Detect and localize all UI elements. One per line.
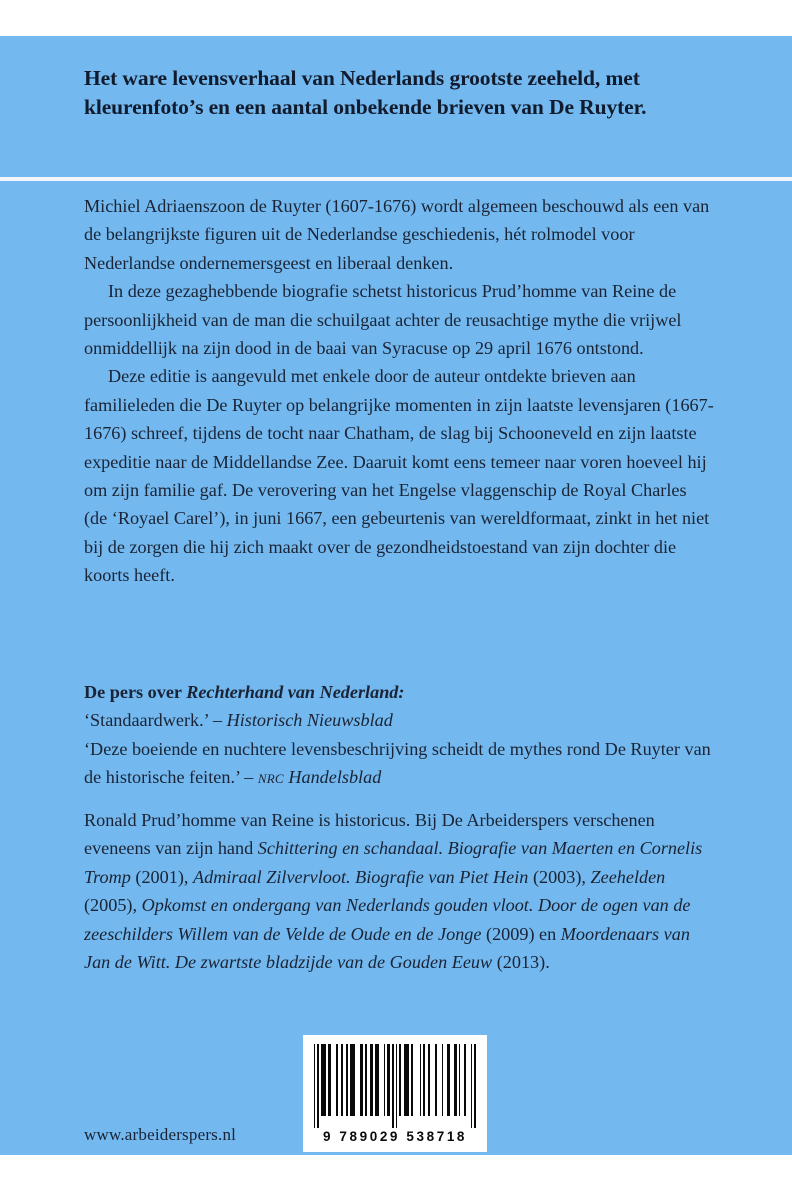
author-bio-work-title-1: Schittering en schandaal. Biografie van Maerten en Cornelis Tromp (84, 838, 703, 887)
author-bio (84, 806, 720, 976)
author-bio-work-title-5: Moordenaars van Jan de Witt. De zwartste bladzijde van de Gouden Eeuw (84, 923, 690, 973)
publisher-website-url[interactable]: www.arbeiderspers.nl (84, 1125, 237, 1144)
barcode-digits: 9 789029 538718 (322, 1129, 468, 1144)
headline-line-2: kleurenfoto’s en een aantal onbekende brieven van De Ruyter. (84, 95, 647, 119)
press-heading (84, 678, 714, 706)
press-quote-2-source-smallcaps: nrc (257, 767, 284, 788)
author-bio-work-year-1: (2001), (130, 866, 193, 887)
author-bio-intro: Ronald Prud’homme van Reine is historicus. Bij De Arbeiderspers verschenen eveneens van zijn hand (84, 810, 655, 859)
blurb-paragraph-3: Deze editie is aangevuld met enkele door de auteur ontdekte brieven aan familieleden die De Ruyter op belangrijke momenten in zijn laatste levensjaren (1667-1676) schreef, tijdens de tocht naar Chatham, de slag bij Schooneveld en zijn laatste expeditie naar de Middellandse Zee. Daaruit komt eens temeer naar voren hoeveel hij om zijn familie gaf. De verovering van het Engelse vlaggenschip de Royal Charles (de ‘Royael Carel’), in juni 1667, een gebeurtenis van wereldformaat, zinkt in het niet bij de zorgen die hij zich maakt over de gezondheidstoestand van zijn dochter die koorts heeft. (84, 366, 714, 586)
author-bio-work-year-3: (2005), (84, 895, 142, 916)
author-bio-work-year-5: (2013). (492, 952, 550, 973)
author-bio-work-year-2: (2003), (528, 866, 591, 887)
press-quote-1 (84, 706, 714, 734)
author-bio-work-title-3: Zeehelden (590, 866, 666, 887)
author-bio-work-year-4: (2009) en (481, 923, 561, 944)
press-quotes-section (84, 678, 714, 792)
cover-body-column (84, 36, 714, 1155)
blurb-paragraph-1: Michiel Adriaenszoon de Ruyter (1607-1676) wordt algemeen beschouwd als een van de belangrijkste figuren uit de Nederlandse geschiedenis, hét rolmodel voor Nederlandse ondernemersgeest en liberaal denken. (84, 196, 710, 273)
press-heading-prefix: De pers over (84, 682, 187, 702)
author-bio-work-title-2: Admiraal Zilvervloot. Biografie van Piet Hein (192, 866, 529, 887)
blurb-paragraph-2: In deze gezaghebbende biografie schetst historicus Prud’homme van Reine de persoonlijkheid van de man die schuilgaat achter de reusachtige mythe die vrijwel onmiddellijk na zijn dood in de baai van Syracuse op 29 april 1676 ontstond. (84, 281, 682, 359)
cover-blue-panel (0, 36, 792, 1155)
blurb (84, 192, 714, 590)
press-heading-work-title: Rechterhand van Nederland: (186, 682, 405, 702)
press-quote-2-source: Handelsblad (283, 767, 382, 788)
headline-line-1: Het ware levensverhaal van Nederlands grootste zeeheld, met (84, 66, 640, 90)
isbn-barcode (303, 1035, 487, 1152)
author-bio-work-title-4: Opkomst en ondergang van Nederlands gouden vloot. Door de ogen van de zeeschilders Willem van de Velde de Oude en de Jonge (84, 895, 691, 944)
press-quote-1-source: Historisch Nieuwsblad (226, 710, 393, 731)
barcode-bars (314, 1044, 476, 1128)
press-quote-2-text: ‘Deze boeiende en nuchtere levensbeschrijving scheidt de mythes rond De Ruyter van de historische feiten.’ – (84, 738, 711, 788)
press-quote-1-text: ‘Standaardwerk.’ – (84, 710, 227, 731)
press-quote-2 (84, 735, 714, 792)
